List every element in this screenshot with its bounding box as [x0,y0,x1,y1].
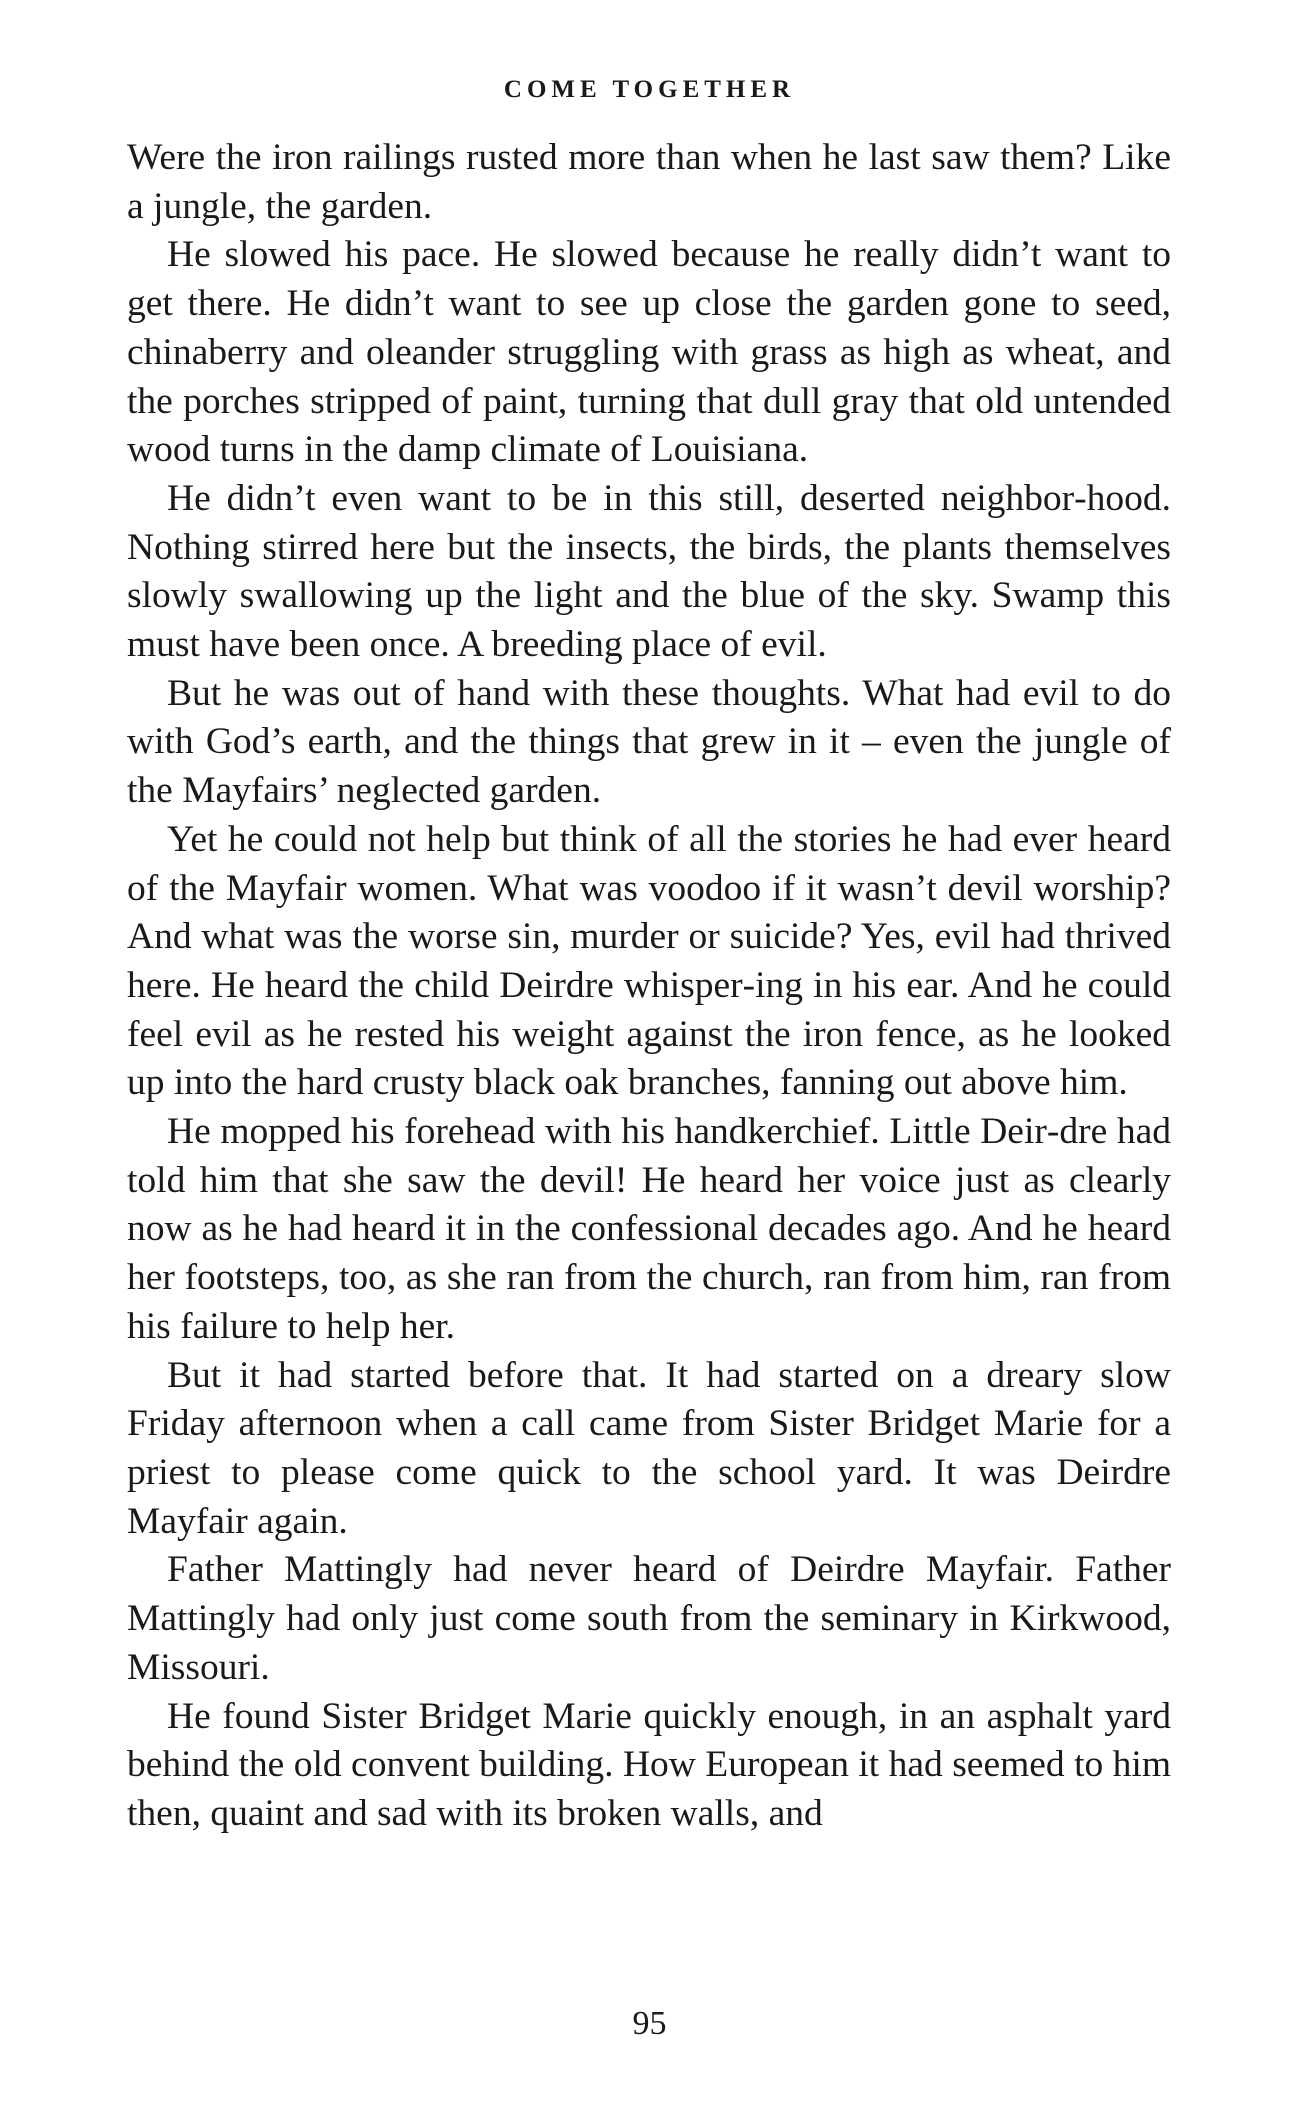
paragraph-5: Yet he could not help but think of all the stories he had ever heard of the Mayfair women. What was voodoo if it wasn’t devil worship? And what was the worse sin, murder or suicide? Yes, evil had thrived here. He heard the child Deirdre whisper‐ing in his ear. And he could feel evil as he rested his weight against the iron fence, as he looked up into the hard crusty black oak branches, fanning out above him. [127,818,1171,1104]
paragraph-3: He didn’t even want to be in this still, deserted neighbor‐hood. Nothing stirred here but the insects, the birds, the plants themselves slowly swallowing up the light and the blue of the sky. Swamp this must have been once. A breeding place of evil. [127,477,1171,666]
running-head: COME TOGETHER [503,76,796,103]
paragraph-7: But it had started before that. It had started on a dreary slow Friday afternoon when a call came from Sister Bridget Marie for a priest to please come quick to the school yard. It was Deirdre Mayfair again. [127,1354,1171,1542]
paragraph-4: But he was out of hand with these thoughts. What had evil to do with God’s earth, and the things that grew in it – even the jungle of the Mayfairs’ neglected garden. [127,672,1171,812]
paragraph-9: He found Sister Bridget Marie quickly enough, in an asphalt yard behind the old convent building. How European it had seemed to him then, quaint and sad with its broken walls, and [127,1695,1171,1834]
paragraph-2: He slowed his pace. He slowed because he really didn’t want to get there. He didn’t want to see up close the garden gone to seed, chinaberry and oleander struggling with grass as high as wheat, and the porches stripped of paint, turning that dull gray that old untended wood turns in the damp climate of Louisiana. [127,234,1171,471]
body-text [127,134,1171,1839]
page-number: 95 [632,2005,667,2042]
paragraph-8: Father Mattingly had never heard of Deirdre Mayfair. Father Mattingly had only just come south from the seminary in Kirkwood, Missouri. [127,1549,1171,1688]
paragraph-1: Were the iron railings rusted more than when he last saw them? Like a jungle, the garden. [127,137,1171,227]
paragraph-6: He mopped his forehead with his handkerchief. Little Deir‐dre had told him that she saw the devil! He heard her voice just as clearly now as he had heard it in the confessional decades ago. And he heard her footsteps, too, as she ran from the church, ran from him, ran from his failure to help her. [127,1111,1171,1347]
